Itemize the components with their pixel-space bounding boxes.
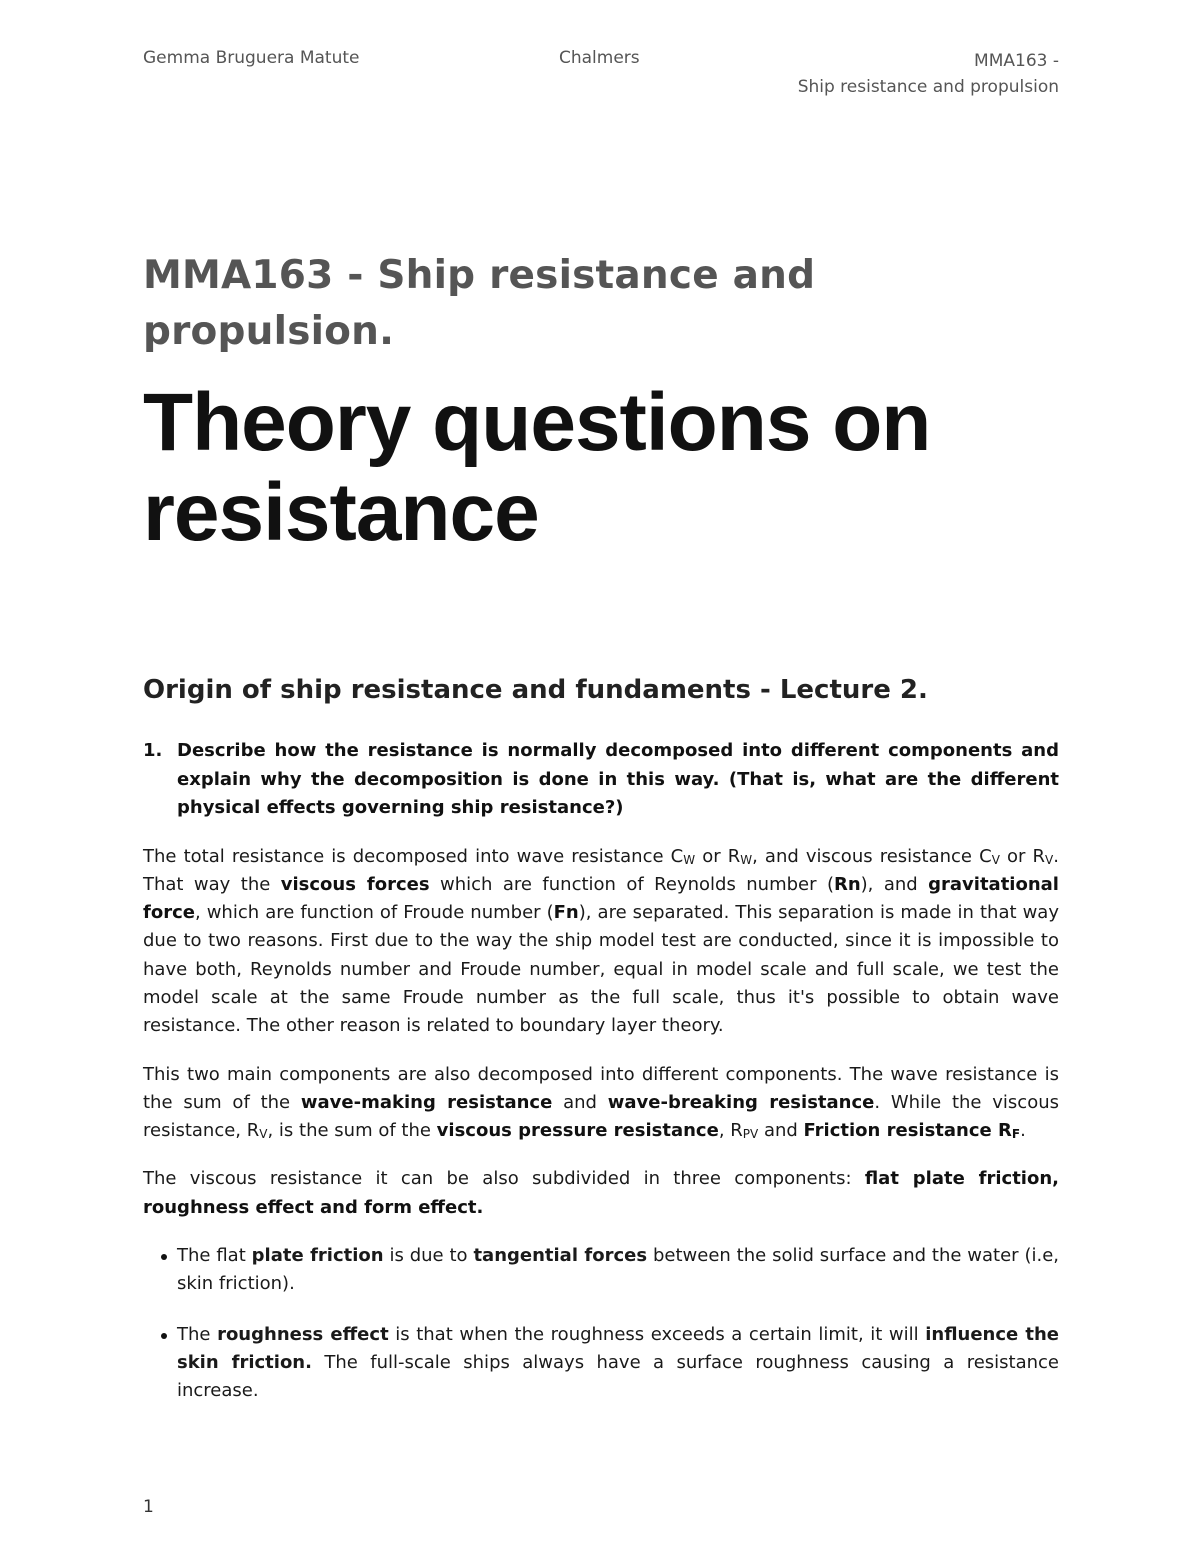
subscript: V xyxy=(1045,852,1054,867)
question-number: 1. xyxy=(143,740,163,761)
subscript: V xyxy=(991,852,1000,867)
text-run: and xyxy=(758,1120,804,1142)
text-run: The total resistance is decomposed into wave resistance C xyxy=(143,845,684,867)
subscript: W xyxy=(740,852,753,867)
subscript: W xyxy=(683,852,696,867)
answer-paragraph-2 xyxy=(143,1061,1059,1146)
bold-term: Fn xyxy=(553,902,579,924)
bold-term: Rn xyxy=(833,873,861,895)
text-run: The viscous resistance it can be also subdivided in three components: xyxy=(143,1168,865,1190)
text-run: This two main components are also decomposed into different components. The wave resistance is the sum of the xyxy=(143,1063,1059,1113)
subscript: F xyxy=(1011,1127,1021,1142)
text-run: , and viscous resistance C xyxy=(752,845,992,867)
text-run: The xyxy=(177,1323,218,1345)
page-title: Theory questions on resistance xyxy=(143,377,931,558)
bold-term: wave-breaking resistance xyxy=(607,1091,875,1113)
text-run: is that when the roughness exceeds a certain limit, it will xyxy=(388,1323,926,1345)
header-author: Gemma Bruguera Matute xyxy=(143,48,360,68)
list-item xyxy=(143,1321,1059,1406)
section-title: Origin of ship resistance and fundaments - Lecture 2. xyxy=(143,675,928,705)
header-course xyxy=(798,48,1059,100)
bold-term: plate friction xyxy=(251,1245,384,1267)
text-run: is due to xyxy=(383,1245,474,1267)
page-header xyxy=(143,48,1059,108)
bold-term: flat plate friction, roughness effect and form effect. xyxy=(143,1168,1059,1218)
text-run: between the solid surface and the water (i.e, skin friction). xyxy=(177,1245,1059,1295)
bold-term: wave-making resistance xyxy=(300,1091,553,1113)
text-run: or R xyxy=(999,845,1046,867)
bullet-list xyxy=(143,1242,1059,1405)
header-institution: Chalmers xyxy=(559,48,640,68)
subscript: PV xyxy=(742,1127,759,1142)
header-course-name: Ship resistance and propulsion xyxy=(797,77,1059,97)
bold-term: gravitational force xyxy=(143,873,1059,924)
answer-paragraph-3 xyxy=(143,1165,1059,1222)
bold-term: roughness effect xyxy=(217,1323,389,1345)
list-item xyxy=(143,1242,1059,1299)
bold-term: tangential forces xyxy=(473,1245,648,1267)
header-course-code: MMA163 - xyxy=(974,51,1059,71)
bullet-icon xyxy=(161,1254,167,1260)
bullet-icon xyxy=(161,1333,167,1339)
text-run: . xyxy=(1020,1120,1026,1142)
text-run: , which are function of Froude number ( xyxy=(194,902,554,924)
question-text: Describe how the resistance is normally decomposed into different components and explain why the decomposition is done in this way. (That is, what are the different physical effects governing ship resistance?) xyxy=(177,740,1059,818)
text-run: or R xyxy=(695,845,741,867)
text-run: . While the viscous resistance, R xyxy=(143,1091,1059,1142)
page-number: 1 xyxy=(143,1497,154,1517)
text-run: ), and xyxy=(860,873,929,895)
bold-term: Friction resistance R xyxy=(803,1120,1012,1142)
text-run: , is the sum of the xyxy=(267,1120,437,1142)
answer-paragraph-1 xyxy=(143,843,1059,1041)
bold-term: viscous pressure resistance xyxy=(436,1120,719,1142)
text-run: ), are separated. This separation is made in that way due to two reasons. First due to the way the ship model test are conducted, since it is impossible to have both, Reynolds number and Froude number, equal in model scale and full scale, we test the model scale at the same Froude number as the full scale, thus it's possible to obtain wave resistance. The other reason is related to boundary layer theory. xyxy=(143,902,1059,1037)
text-run: , R xyxy=(718,1120,743,1142)
document-body xyxy=(143,248,1059,1428)
text-run: The full-scale ships always have a surface roughness causing a resistance increase. xyxy=(177,1351,1060,1402)
text-run: and xyxy=(552,1091,608,1113)
bold-term: influence the skin friction. xyxy=(177,1323,1059,1373)
question-1 xyxy=(143,737,1059,823)
course-title: MMA163 - Ship resistance and propulsion. xyxy=(143,253,816,354)
text-run: which are function of Reynolds number ( xyxy=(429,873,834,895)
text-run: The flat xyxy=(177,1245,252,1267)
text-run: . That way the xyxy=(143,845,1059,895)
bold-term: viscous forces xyxy=(280,873,430,895)
subscript: V xyxy=(259,1127,268,1142)
